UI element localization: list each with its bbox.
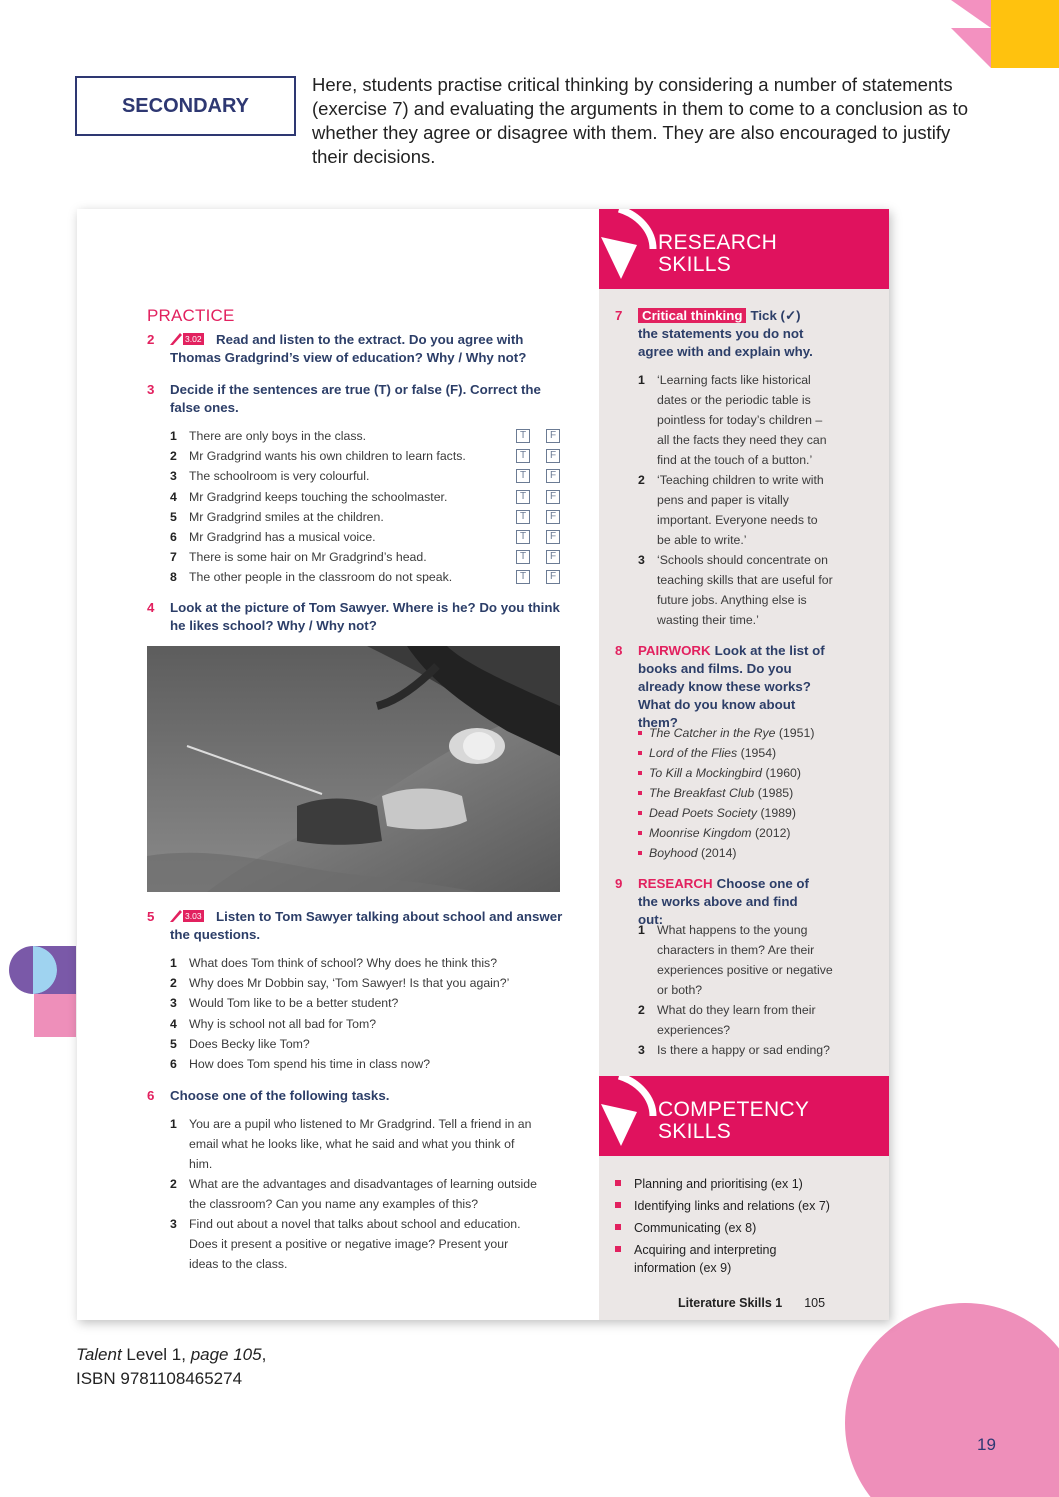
caption-comma: ,: [261, 1345, 267, 1364]
item-text: Mr Gradgrind keeps touching the schoolmaster.: [189, 489, 448, 504]
item-number: 4: [170, 1016, 177, 1031]
tom-sawyer-photo: [147, 646, 560, 892]
pairwork-tag: PAIRWORK: [638, 643, 711, 658]
list-item: Identifying links and relations (ex 7): [615, 1197, 835, 1215]
exercise-6: [147, 1087, 562, 1105]
item-number: 1: [170, 1117, 177, 1131]
false-checkbox[interactable]: F: [546, 510, 560, 524]
list-item: [170, 527, 570, 547]
textbook-left-column: [77, 209, 599, 1320]
item-text: Mr Gradgrind smiles at the children.: [189, 509, 384, 524]
list-item: [638, 783, 858, 803]
item-number: 3: [170, 469, 177, 484]
item-number: 1: [170, 956, 177, 970]
exercise-4: [147, 599, 562, 635]
textbook-page: [77, 209, 889, 1320]
item-number: 3: [638, 553, 645, 567]
false-checkbox[interactable]: F: [546, 550, 560, 564]
item-number: 1: [170, 429, 177, 443]
true-checkbox[interactable]: T: [516, 510, 530, 524]
list-item: [170, 547, 570, 567]
list-item: [638, 370, 834, 470]
secondary-label-box: [75, 76, 296, 136]
item-text: What happens to the young characters in them? Are their experiences positive or negative or both?: [657, 923, 833, 997]
list-item: [638, 1000, 838, 1040]
list-item: [170, 1174, 538, 1214]
decorative-pink-triangle: [951, 0, 991, 28]
item-text: ‘Teaching children to write with pens and paper is vitally important. Everyone needs to be able to write.’: [657, 473, 824, 547]
item-text: Does Becky like Tom?: [189, 1036, 310, 1051]
page-number: 19: [977, 1435, 996, 1454]
exercise-number: 2: [147, 332, 155, 347]
true-checkbox[interactable]: T: [516, 530, 530, 544]
item-text: There is some hair on Mr Gradgrind’s head.: [189, 550, 427, 565]
item-number: 6: [170, 1056, 177, 1071]
exercise-7: [615, 307, 815, 361]
item-number: 3: [638, 1043, 645, 1057]
list-item: [170, 466, 570, 486]
work-title: Moonrise Kingdom: [649, 826, 752, 840]
item-number: 5: [170, 1036, 177, 1051]
item-number: 2: [638, 473, 645, 487]
true-checkbox[interactable]: T: [516, 550, 530, 564]
item-text: Why does Mr Dobbin say, ‘Tom Sawyer! Is that you again?’: [189, 976, 510, 991]
item-number: 2: [170, 449, 177, 464]
false-checkbox[interactable]: F: [546, 469, 560, 483]
book-caption: [76, 1343, 266, 1391]
caption-level: Level 1,: [121, 1345, 191, 1364]
item-number: 3: [170, 996, 177, 1011]
false-checkbox[interactable]: F: [546, 570, 560, 584]
true-checkbox[interactable]: T: [516, 570, 530, 584]
critical-thinking-tag: Critical thinking: [638, 308, 746, 323]
work-year: (1951): [778, 726, 815, 740]
list-item: [170, 973, 570, 993]
item-text: What do they learn from their experiences?: [657, 1003, 816, 1037]
statement-list: [638, 370, 834, 630]
intro-paragraph: Here, students practise critical thinking by considering a number of statements (exercise 7) and evaluating the arguments in them to come to a conclusion as to whether they agree or disagree with them. They are also encouraged to justify their decisions.: [312, 74, 969, 167]
decorative-pink-block: [34, 994, 76, 1037]
exercise-5: [147, 908, 567, 944]
works-list: [638, 723, 858, 863]
item-text: Why is school not all bad for Tom?: [189, 1016, 377, 1031]
competency-skills-title: [658, 1099, 809, 1143]
list-item: [170, 1054, 570, 1074]
list-item: [170, 426, 570, 446]
decorative-pink-circle: [845, 1303, 1059, 1497]
list-item: [170, 1014, 570, 1034]
footer-title: Literature Skills 1: [678, 1296, 783, 1310]
list-item: [638, 920, 838, 1000]
decorative-pink-triangle: [951, 28, 991, 68]
list-item: [638, 823, 858, 843]
false-checkbox[interactable]: F: [546, 449, 560, 463]
exercise-instruction: Choose one of the works above and find out:: [638, 876, 809, 927]
exercise-number: 3: [147, 382, 155, 397]
list-item: [170, 487, 570, 507]
exercise-instruction: Look at the picture of Tom Sawyer. Where is he? Do you think he likes school? Why / Why not?: [170, 600, 560, 633]
arrow-icon: [599, 209, 659, 289]
textbook-right-column: [599, 209, 889, 1320]
work-title: Boyhood: [649, 846, 698, 860]
speaker-icon: [170, 332, 182, 346]
caption-isbn: ISBN 9781108465274: [76, 1369, 243, 1388]
book-footer: [678, 1296, 825, 1310]
item-text: ‘Schools should concentrate on teaching skills that are useful for future jobs. Anything else is wasting their time.’: [657, 553, 833, 627]
true-false-list: [170, 426, 570, 588]
list-item: [638, 763, 858, 783]
item-text: How does Tom spend his time in class now?: [189, 1056, 431, 1071]
true-checkbox[interactable]: T: [516, 429, 530, 443]
research-skills-title: [658, 232, 777, 276]
audio-track-badge[interactable]: [170, 909, 210, 923]
list-item: [638, 843, 858, 863]
false-checkbox[interactable]: F: [546, 530, 560, 544]
list-item: [170, 1114, 538, 1174]
list-item: [638, 470, 834, 550]
item-number: 5: [170, 509, 177, 524]
work-title: Lord of the Flies: [649, 746, 738, 760]
work-year: (1954): [740, 746, 777, 760]
caption-page: page 105: [190, 1345, 262, 1364]
exercise-2: [147, 331, 557, 367]
research-skills-banner: [599, 209, 889, 289]
caption-title: Talent: [76, 1345, 122, 1364]
work-year: (2014): [700, 846, 737, 860]
item-text: Mr Gradgrind wants his own children to learn facts.: [189, 449, 466, 464]
title-line: RESEARCH: [658, 231, 778, 254]
photo-illustration: [147, 646, 560, 892]
work-year: (1989): [760, 806, 796, 820]
title-line: SKILLS: [658, 253, 732, 276]
decorative-half-circle: [9, 946, 57, 994]
item-number: 7: [170, 550, 177, 565]
decorative-yellow-square: [991, 0, 1059, 68]
list-item: [638, 723, 858, 743]
item-text: Would Tom like to be a better student?: [189, 996, 399, 1011]
list-item: Acquiring and interpreting information (ex 9): [615, 1241, 835, 1277]
track-number: 3.03: [185, 911, 202, 921]
list-item: [170, 446, 570, 466]
exercise-instruction: Decide if the sentences are true (T) or false (F). Correct the false ones.: [170, 382, 541, 415]
list-item: [170, 507, 570, 527]
work-year: (1960): [765, 766, 801, 780]
secondary-label: SECONDARY: [121, 94, 250, 117]
item-text: Find out about a novel that talks about school and education. Does it present a positive or negative image? Present your ideas to the class.: [189, 1217, 521, 1271]
item-text: Mr Gradgrind has a musical voice.: [189, 529, 376, 544]
title-line: COMPETENCY: [658, 1098, 810, 1121]
research-question-list: [638, 920, 838, 1060]
exercise-number: 7: [615, 308, 623, 323]
list-item: [638, 743, 858, 763]
item-number: 2: [170, 1177, 177, 1191]
track-number: 3.02: [185, 334, 202, 344]
list-item: [638, 1040, 838, 1060]
true-checkbox[interactable]: T: [516, 469, 530, 483]
exercise-number: 6: [147, 1088, 155, 1103]
speaker-icon: [170, 909, 182, 923]
exercise-number: 8: [615, 643, 623, 658]
exercise-instruction: Choose one of the following tasks.: [170, 1088, 390, 1103]
exercise-instruction: Read and listen to the extract. Do you agree with Thomas Gradgrind’s view of education? Why / Why not?: [170, 332, 527, 365]
work-title: The Catcher in the Rye: [649, 726, 776, 740]
list-item: [170, 1214, 538, 1274]
exercise-instruction: Listen to Tom Sawyer talking about school and answer the questions.: [170, 909, 563, 942]
item-text: The other people in the classroom do not speak.: [189, 570, 453, 585]
exercise-instruction: Tick (✓) the statements you do not agree with and explain why.: [638, 308, 813, 359]
work-title: The Breakfast Club: [649, 786, 755, 800]
item-number: 2: [170, 976, 177, 991]
true-checkbox[interactable]: T: [516, 490, 530, 504]
exercise-number: 9: [615, 876, 623, 891]
practice-heading: PRACTICE: [147, 306, 235, 325]
item-number: 1: [638, 373, 645, 387]
list-item: [170, 993, 570, 1013]
list-item: Communicating (ex 8): [615, 1219, 835, 1237]
exercise-instruction: Look at the list of books and films. Do you already know these works? What do you know about them?: [638, 643, 825, 730]
list-item: [170, 567, 570, 587]
list-item: [170, 953, 570, 973]
item-number: 6: [170, 529, 177, 544]
question-list: [170, 953, 570, 1074]
work-title: Dead Poets Society: [649, 806, 758, 820]
exercise-3: [147, 381, 565, 417]
item-number: 3: [170, 1217, 177, 1231]
exercise-number: 5: [147, 909, 155, 924]
item-number: 8: [170, 570, 177, 585]
exercise-8: [615, 642, 833, 732]
false-checkbox[interactable]: F: [546, 429, 560, 443]
research-tag: RESEARCH: [638, 876, 713, 891]
work-year: (2012): [754, 826, 791, 840]
true-checkbox[interactable]: T: [516, 449, 530, 463]
list-item: [170, 1034, 570, 1054]
item-text: ‘Learning facts like historical dates or the periodic table is pointless for today’s children – all the facts they need they can find at the touch of a button.’: [657, 373, 827, 467]
item-number: 1: [638, 923, 645, 937]
footer-page-number: 105: [804, 1296, 826, 1310]
item-text: What does Tom think of school? Why does he think this?: [189, 956, 498, 970]
arrow-icon: [599, 1076, 659, 1156]
title-line: SKILLS: [658, 1120, 732, 1143]
exercise-number: 4: [147, 600, 155, 615]
list-item: Planning and prioritising (ex 1): [615, 1175, 835, 1193]
list-item: [638, 803, 858, 823]
work-year: (1985): [757, 786, 794, 800]
competency-skills-banner: [599, 1076, 889, 1156]
item-text: What are the advantages and disadvantages of learning outside the classroom? Can you name any examples of this?: [189, 1177, 537, 1211]
task-list: [170, 1114, 538, 1274]
competency-list: [615, 1175, 835, 1281]
false-checkbox[interactable]: F: [546, 490, 560, 504]
item-text: You are a pupil who listened to Mr Gradgrind. Tell a friend in an email what he looks like, what he said and what you think of him.: [189, 1117, 532, 1171]
item-text: There are only boys in the class.: [189, 429, 367, 443]
item-text: Is there a happy or sad ending?: [657, 1043, 830, 1057]
audio-track-badge[interactable]: [170, 332, 210, 346]
work-title: To Kill a Mockingbird: [649, 766, 763, 780]
item-number: 4: [170, 489, 177, 504]
item-text: The schoolroom is very colourful.: [189, 469, 370, 484]
list-item: [638, 550, 834, 630]
item-number: 2: [638, 1003, 645, 1017]
